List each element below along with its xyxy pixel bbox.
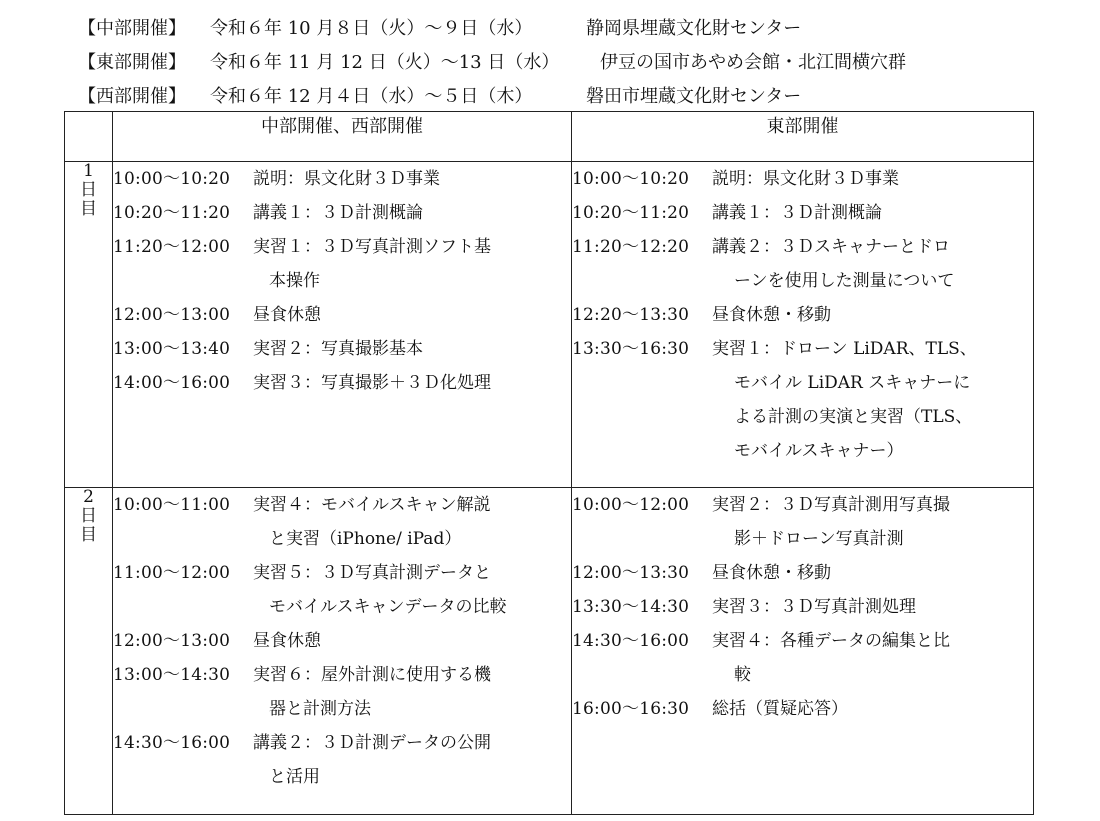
schedule-item [572, 230, 1033, 298]
schedule-time: 13:30～14:30 [572, 597, 690, 617]
schedule-item [113, 298, 571, 332]
schedule-item [572, 692, 1033, 726]
schedule-time: 14:30～16:00 [572, 631, 690, 651]
schedule-time: 10:00～10:20 [113, 169, 231, 189]
schedule-time: 13:00～14:30 [113, 665, 231, 685]
schedule-description [253, 332, 571, 366]
description-line: 昼食休憩 [253, 305, 321, 325]
schedule-item [113, 162, 571, 196]
schedule-description [712, 556, 1033, 590]
schedule-description [712, 624, 1033, 692]
description-line: ーンを使用した測量について [734, 271, 955, 291]
description-line: 講義２：３Ｄ計測データの公開 [253, 733, 491, 753]
schedule-time: 12:20～13:30 [572, 305, 690, 325]
schedule-time: 10:20～11:20 [113, 203, 231, 223]
schedule-time: 11:20～12:00 [113, 237, 231, 257]
schedule-time: 12:00～13:00 [113, 305, 231, 325]
column-header-central-west: 中部開催、西部開催 [113, 112, 572, 162]
schedule-time: 10:00～11:00 [113, 495, 231, 515]
schedule-description [712, 692, 1033, 726]
description-line: モバイルスキャナー） [734, 441, 904, 461]
session-date: 令和６年 11 月 12 日（火）～13 日（水） [210, 52, 560, 73]
schedule-item [572, 488, 1033, 556]
schedule-time: 10:20～11:20 [572, 203, 690, 223]
description-line: 講義１：３Ｄ計測概論 [712, 203, 882, 223]
schedule-description [253, 624, 571, 658]
column-header-east: 東部開催 [572, 112, 1034, 162]
schedule-time: 10:00～12:00 [572, 495, 690, 515]
description-line: 実習６：屋外計測に使用する機 [253, 665, 491, 685]
schedule-description [712, 298, 1033, 332]
schedule-cell-central-west [113, 488, 572, 815]
description-line: モバイル LiDAR スキャナーに [734, 373, 971, 393]
description-line: 実習１：３Ｄ写真計測ソフト基 [253, 237, 491, 257]
day-label [65, 162, 113, 488]
schedule-time: 10:00～10:20 [572, 169, 690, 189]
session-header [78, 12, 1078, 114]
session-venue: 伊豆の国市あやめ会館・北江間横穴群 [600, 52, 906, 73]
day-label-char: 目 [80, 199, 97, 219]
schedule-time: 12:00～13:30 [572, 563, 690, 583]
schedule-item [113, 556, 571, 624]
description-line: 昼食休憩 [253, 631, 321, 651]
description-line: 実習２：３Ｄ写真計測用写真撮 [712, 495, 950, 515]
description-line: よる計測の実演と実習（TLS、 [734, 407, 973, 427]
session-venue: 磐田市埋蔵文化財センター [586, 86, 802, 107]
schedule-description [253, 230, 571, 298]
day-label-char: 2 [83, 487, 94, 507]
description-line: 実習４：モバイルスキャン解説 [253, 495, 491, 515]
schedule-table [64, 111, 1034, 815]
schedule-item [572, 162, 1033, 196]
schedule-cell-central-west [113, 162, 572, 488]
schedule-time: 13:30～16:30 [572, 339, 690, 359]
description-line: 講義２：３Ｄスキャナーとドロ [712, 237, 950, 257]
description-line: 実習３：３Ｄ写真計測処理 [712, 597, 916, 617]
schedule-time: 12:00～13:00 [113, 631, 231, 651]
schedule-item [113, 726, 571, 794]
schedule-time: 16:00～16:30 [572, 699, 690, 719]
description-line: 説明：県文化財３Ｄ事業 [253, 169, 440, 189]
schedule-item [572, 590, 1033, 624]
description-line: 本操作 [269, 271, 320, 291]
session-row [78, 12, 1078, 46]
description-line: 較 [734, 665, 751, 685]
schedule-item [113, 332, 571, 366]
schedule-item [572, 332, 1033, 468]
schedule-description [712, 196, 1033, 230]
description-line: 実習１：ドローン LiDAR、TLS、 [712, 339, 977, 359]
description-line: モバイルスキャンデータの比較 [269, 597, 507, 617]
schedule-cell-east [572, 488, 1034, 815]
schedule-item [113, 366, 571, 400]
schedule-description [712, 162, 1033, 196]
day-row [65, 488, 1034, 815]
schedule-time: 11:20～12:20 [572, 237, 690, 257]
schedule-item [572, 624, 1033, 692]
schedule-description [712, 590, 1033, 624]
description-line: と実習（iPhone/ iPad） [269, 529, 462, 549]
schedule-item [572, 556, 1033, 590]
description-line: と活用 [269, 767, 320, 787]
schedule-description [253, 162, 571, 196]
description-line: 実習２：写真撮影基本 [253, 339, 423, 359]
schedule-time: 14:00～16:00 [113, 373, 231, 393]
table-header-row [65, 112, 1034, 162]
schedule-item [113, 230, 571, 298]
description-line: 器と計測方法 [269, 699, 371, 719]
schedule-item [113, 196, 571, 230]
description-line: 講義１：３Ｄ計測概論 [253, 203, 423, 223]
schedule-time: 14:30～16:00 [113, 733, 231, 753]
schedule-description [253, 556, 571, 624]
schedule-item [572, 298, 1033, 332]
description-line: 実習５：３Ｄ写真計測データと [253, 563, 491, 583]
day-label-char: 日 [80, 180, 97, 200]
day-row [65, 162, 1034, 488]
session-row [78, 80, 1078, 114]
session-label: 【中部開催】 [78, 18, 186, 39]
description-line: 実習３：写真撮影＋３Ｄ化処理 [253, 373, 491, 393]
day-label-char: 1 [83, 161, 94, 181]
session-label: 【西部開催】 [78, 86, 186, 107]
schedule-cell-east [572, 162, 1034, 488]
schedule-item [113, 658, 571, 726]
schedule-item [113, 488, 571, 556]
schedule-description [253, 196, 571, 230]
description-line: 昼食休憩・移動 [712, 563, 831, 583]
schedule-description [253, 726, 571, 794]
schedule-item [572, 196, 1033, 230]
schedule-description [253, 298, 571, 332]
schedule-item [113, 624, 571, 658]
session-venue: 静岡県埋蔵文化財センター [586, 18, 802, 39]
session-date: 令和６年 12 月４日（水）～５日（木） [210, 86, 533, 107]
description-line: 実習４：各種データの編集と比 [712, 631, 950, 651]
day-label-char: 日 [80, 506, 97, 526]
schedule-time: 13:00～13:40 [113, 339, 231, 359]
schedule-description [253, 366, 571, 400]
day-label-char: 目 [80, 525, 97, 545]
session-row [78, 46, 1078, 80]
schedule-description [253, 488, 571, 556]
session-date: 令和６年 10 月８日（火）～９日（水） [210, 18, 533, 39]
session-label: 【東部開催】 [78, 52, 186, 73]
description-line: 説明：県文化財３Ｄ事業 [712, 169, 899, 189]
schedule-description [712, 230, 1033, 298]
schedule-description [253, 658, 571, 726]
description-line: 影＋ドローン写真計測 [734, 529, 904, 549]
corner-cell [65, 112, 113, 162]
schedule-description [712, 488, 1033, 556]
description-line: 昼食休憩・移動 [712, 305, 831, 325]
schedule-time: 11:00～12:00 [113, 563, 231, 583]
day-label [65, 488, 113, 815]
description-line: 総括（質疑応答） [712, 699, 848, 719]
schedule-description [712, 332, 1033, 468]
